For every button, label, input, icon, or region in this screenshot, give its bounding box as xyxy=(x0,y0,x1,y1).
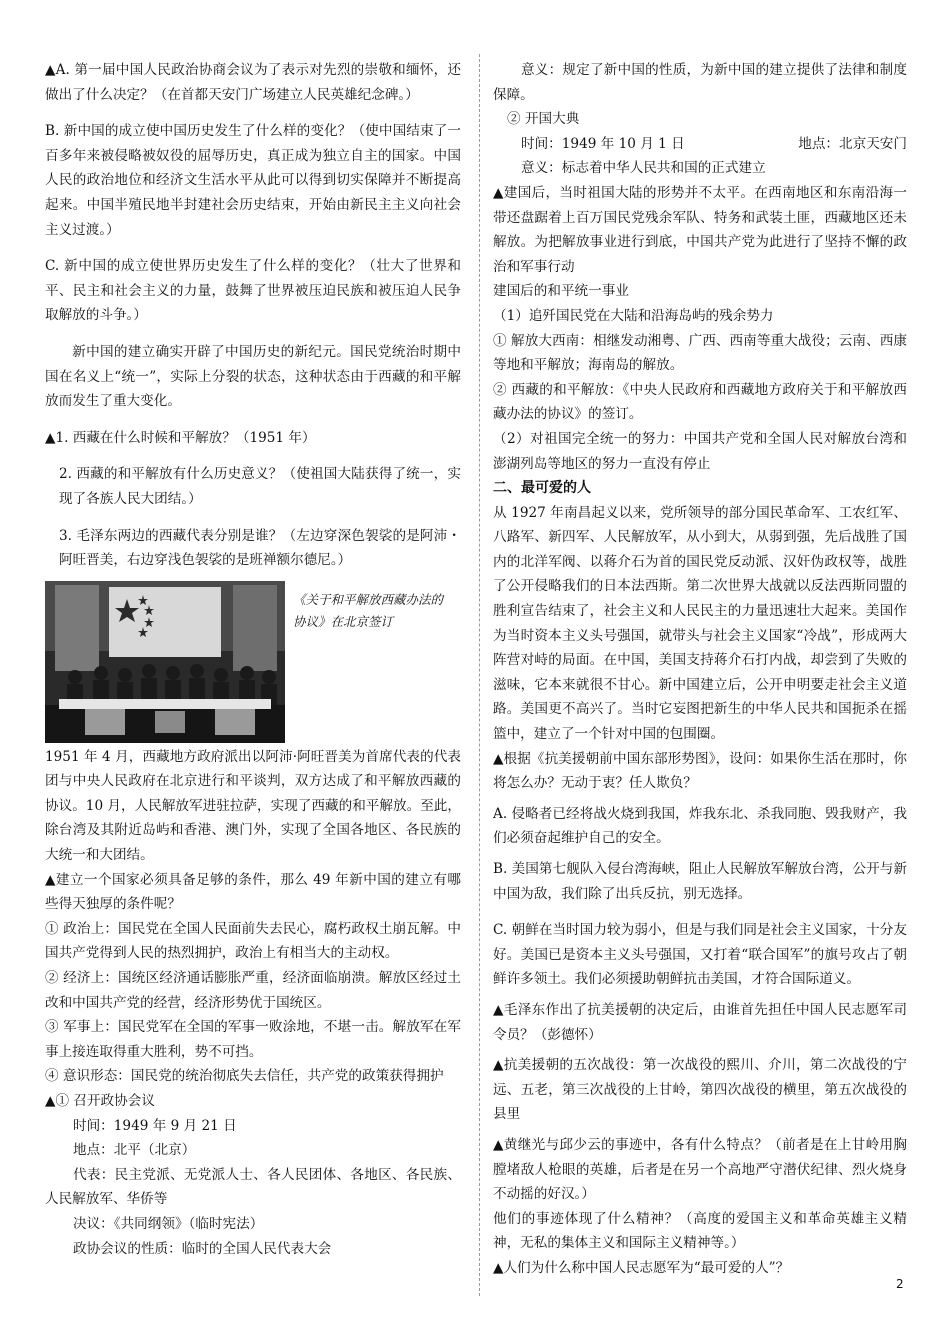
column-divider xyxy=(479,54,480,1296)
founding-ceremony-heading: ② 开国大典 xyxy=(507,111,580,128)
southwest-liberation: ① 解放大西南：相继发动湘粤、广西、西南等重大战役；云南、西康等地和平解放；海南岛的解放。 xyxy=(493,332,907,374)
meeting-representatives: 代表：民主党派、无党派人士、各人民团体、各地区、各民族、人民解放军、华侨等 xyxy=(45,1166,461,1208)
photo-illustration xyxy=(45,581,285,743)
photo-caption: 《关于和平解放西藏办法的协议》在北京签订 xyxy=(293,591,444,629)
founding-ceremony-place: 地点：北京天安门 xyxy=(798,135,907,152)
unification-item-2: （2）对祖国完全统一的努力：中国共产党和全国人民对解放台湾和澎湖列岛等地区的努力一直没有停止 xyxy=(493,430,907,472)
left-column xyxy=(45,58,461,1261)
answer-b: B. 美国第七舰队入侵台湾海峡，阻止人民解放军解放台湾，公开与新中国为敌，我们除了出兵反抗，别无选择。 xyxy=(493,861,907,902)
founding-ceremony-time: 时间：1949 年 10 月 1 日 xyxy=(521,135,685,152)
section-heading-loveliest-people: 二、最可爱的人 xyxy=(493,480,591,497)
meeting-nature: 政协会议的性质：临时的全国人民代表大会 xyxy=(73,1240,332,1257)
question-c: C. 新中国的成立使世界历史发生了什么样的变化？（壮大了世界和平、民主和社会主义的力量，鼓舞了世界被压迫民族和被压迫人民争取解放的斗争。） xyxy=(45,258,461,324)
spirit-question: 他们的事迹体现了什么精神？（高度的爱国主义和革命英雄主义精神，无私的集体主义和国际主义精神等。） xyxy=(493,1210,907,1252)
unification-heading: 建国后的和平统一事业 xyxy=(493,283,629,300)
question-b: B. 新中国的成立使中国历史发生了什么样的变化？（使中国结束了一百多年来被侵略被奴役的屈辱历史，真正成为独立自主的国家。中国人民的政治地位和经济文生活水平从此可以得到切实保障并不断提高起来。中国半殖民地半封建社会历史结束，开始由新民主主义向社会主义过渡。） xyxy=(45,123,461,238)
tibet-question-2: 2. 西藏的和平解放有什么历史意义？（使祖国大陆获得了统一，实现了各族人民大团结。） xyxy=(59,466,461,507)
meeting-significance: 意义：规定了新中国的性质，为新中国的建立提供了法律和制度保障。 xyxy=(493,62,907,103)
signing-ceremony-photo xyxy=(45,581,285,743)
founding-ceremony-significance: 意义：标志着中华人民共和国的正式建立 xyxy=(521,160,766,177)
meeting-time: 时间：1949 年 9 月 21 日 xyxy=(73,1117,237,1134)
answer-a: A. 侵略者已经将战火烧到我国，炸我东北、杀我同胞、毁我财产，我们必须奋起维护自己的安全。 xyxy=(493,805,907,847)
heroes-question: ▲黄继光与邱少云的事迹中，各有什么特点？（前者是在上甘岭用胸膛堵敌人枪眼的英雄，后者是在另一个高地严守潜伏纪律、烈火烧身不动摇的好汉。） xyxy=(493,1136,907,1203)
post-founding-situation: ▲建国后，当时祖国大陆的形势并不太平。在西南地区和东南沿海一带还盘踞着上百万国民党残余军队、特务和武装土匪，西藏地区还未解放。为把解放事业进行到底，中国共产党为此进行了坚持不懈的政治和军事行动 xyxy=(493,184,907,275)
conditions-question: ▲建立一个国家必须具备足够的条件，那么 49 年新中国的建立有哪些得天独厚的条件呢？ xyxy=(45,871,461,913)
question-a: ▲A. 第一届中国人民政治协商会议为了表示对先烈的崇敬和缅怀，还做出了什么决定？（在首都天安门广场建立人民英雄纪念碑。） xyxy=(45,62,461,103)
figure-tibet-agreement xyxy=(45,581,461,743)
commander-question: ▲毛泽东作出了抗美援朝的决定后，由谁首先担任中国人民志愿军司令员？（彭德怀） xyxy=(493,1001,907,1043)
right-column xyxy=(493,58,907,1281)
tibet-peaceful-liberation: ② 西藏的和平解放：《中央人民政府和西藏地方政府关于和平解放西藏办法的协议》的签订。 xyxy=(493,381,907,423)
condition-ideology: ④ 意识形态：国民党的统治彻底失去信任，共产党的政策获得拥护 xyxy=(45,1068,444,1085)
korea-map-question: ▲根据《抗美援朝前中国东部形势图》，设问：如果你生活在那时，你将怎么办？无动于衷？任人欺负？ xyxy=(493,750,907,792)
condition-political: ① 政治上：国民党在全国人民面前失去民心，腐朽政权土崩瓦解。中国共产党得到人民的热烈拥护，政治上有相当大的主动权。 xyxy=(45,920,461,962)
five-campaigns: ▲抗美援朝的五次战役：第一次战役的熙川、介川，第二次战役的宁远、五老，第三次战役的上甘岭，第四次战役的横里，第五次战役的县里 xyxy=(493,1057,907,1123)
tibet-liberation-paragraph: 1951 年 4 月，西藏地方政府派出以阿沛·阿旺晋美为首席代表的代表团与中央人民政府在北京进行和平谈判，双方达成了和平解放西藏的协议。10 月，人民解放军进驻拉萨，实现了西藏的和平解放。至此，除台湾及其附近岛屿和香港、澳门外，实现了全国各地区、各民族的大统一和大团结。 xyxy=(45,748,461,864)
paragraph-new-era: 新中国的建立确实开辟了中国历史的新纪元。国民党统治时期中国在名义上“统一”，实际上分裂的状态，这种状态由于西藏的和平解放而发生了重大变化。 xyxy=(45,343,461,410)
loveliest-people-question: ▲人们为什么称中国人民志愿军为“最可爱的人”？ xyxy=(493,1259,790,1276)
condition-military: ③ 军事上：国民党军在全国的军事一败涂地，不堪一击。解放军在军事上接连取得重大胜利，势不可挡。 xyxy=(45,1019,461,1060)
tibet-question-3: 3. 毛泽东两边的西藏代表分别是谁？（左边穿深色袈裟的是阿沛・阿旺晋美，右边穿浅色袈裟的是班禅额尔德尼。） xyxy=(59,527,461,569)
unification-item-1: （1）追歼国民党在大陆和沿海岛屿的残余势力 xyxy=(493,307,774,324)
condition-economic: ② 经济上：国统区经济通话膨胀严重，经济面临崩溃。解放区经过土改和中国共产党的经营，经济形势优于国统区。 xyxy=(45,970,461,1011)
meeting-place: 地点：北平（北京） xyxy=(73,1142,196,1159)
history-paragraph: 从 1927 年南昌起义以来，党所领导的部分国民革命军、工农红军、八路军、新四军、人民解放军，从小到大，从弱到强，先后战胜了国内的北洋军阀、以蒋介石为首的国民党反动派、汉奸伪政权等，战胜了公开侵略我们的日本法西斯。第二次世界大战就以反法西斯同盟的胜利宣告结束了，社会主义和人民民主的力量迅速壮大起来。美国作为当时资本主义头号强国，就带头与社会主义国家“冷战”，形成两大阵营对峙的局面。在中国，美国支持蒋介石打内战，却尝到了失败的滋味，它本来就很不甘心。新中国建立后，公开申明要走社会主义道路。美国更不高兴了。当时它妄图把新生的中华人民共和国扼杀在摇篮中，建立了一个针对中国的包围圈。 xyxy=(493,504,907,743)
answer-c: C. 朝鲜在当时国力较为弱小，但是与我们同是社会主义国家，十分友好。美国已是资本主义头号强国，又打着“联合国军”的旗号攻占了朝鲜许多领土。我们必须援助朝鲜抗击美国，才符合国际道义。 xyxy=(493,922,907,988)
meeting-resolution: 决议：《共同纲领》（临时宪法） xyxy=(73,1215,264,1232)
meeting-heading: ▲① 召开政协会议 xyxy=(45,1093,155,1109)
tibet-question-1: ▲1. 西藏在什么时候和平解放？（1951 年） xyxy=(45,429,316,446)
page-number: 2 xyxy=(896,1277,904,1291)
founding-ceremony-time-place xyxy=(493,132,907,157)
